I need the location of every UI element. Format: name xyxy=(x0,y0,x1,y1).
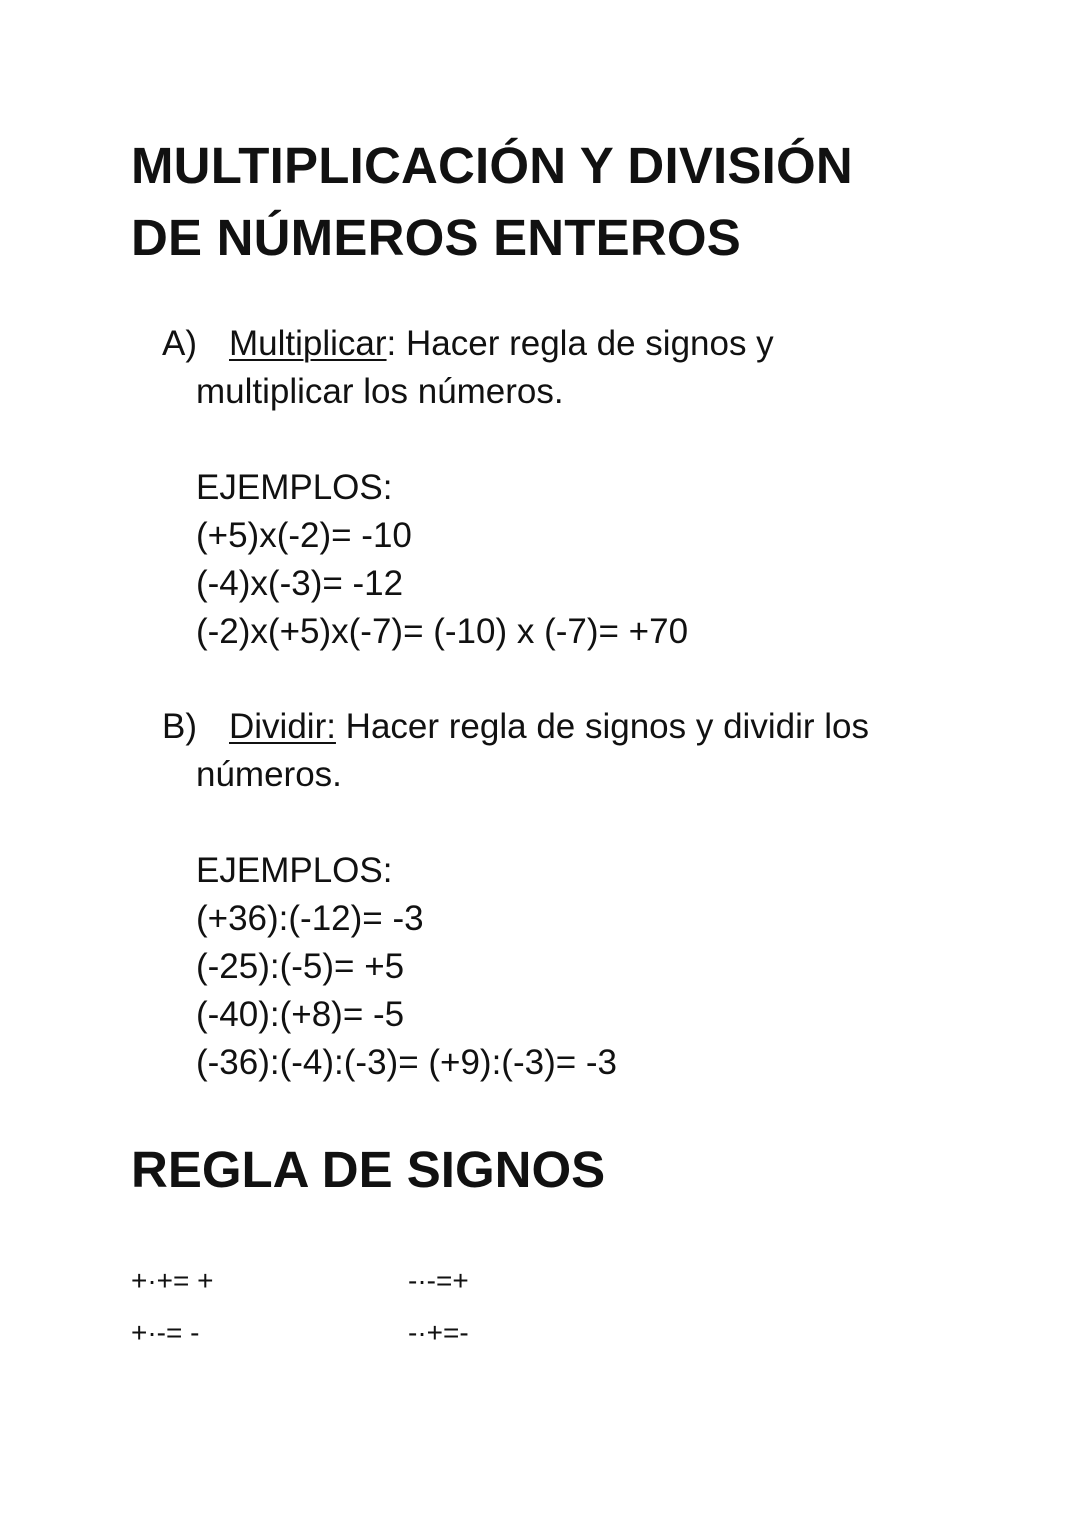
page-title-line-2: DE NÚMEROS ENTEROS xyxy=(131,209,741,266)
multiply-section xyxy=(162,320,774,416)
page-title xyxy=(131,130,853,274)
divide-description: Hacer regla de signos y dividir los xyxy=(335,707,869,746)
sign-rule: -·+=- xyxy=(408,1317,469,1348)
multiply-marker: A) xyxy=(162,324,197,363)
multiply-description: : Hacer regla de signos y xyxy=(386,324,774,363)
multiply-example: (+5)x(-2)= -10 xyxy=(196,516,412,555)
page-title-line-1: MULTIPLICACIÓN Y DIVISIÓN xyxy=(131,137,853,194)
divide-keyword: Dividir: xyxy=(229,707,336,746)
sign-rule: -·-=+ xyxy=(408,1265,469,1296)
divide-marker: B) xyxy=(162,707,197,746)
multiply-definition xyxy=(162,320,774,368)
divide-example: (+36):(-12)= -3 xyxy=(196,899,424,938)
divide-examples-header: EJEMPLOS: xyxy=(196,851,393,890)
multiply-examples xyxy=(196,464,688,656)
multiply-example: (-2)x(+5)x(-7)= (-10) x (-7)= +70 xyxy=(196,612,689,651)
multiply-examples-header: EJEMPLOS: xyxy=(196,468,393,507)
sign-rule: +·-= - xyxy=(131,1317,200,1348)
divide-description-cont: números. xyxy=(196,755,342,794)
divide-example: (-36):(-4):(-3)= (+9):(-3)= -3 xyxy=(196,1043,618,1082)
sign-rules-left-column xyxy=(131,1255,214,1359)
divide-definition xyxy=(162,703,869,751)
multiply-keyword: Multiplicar xyxy=(229,324,387,363)
multiply-example: (-4)x(-3)= -12 xyxy=(196,564,404,603)
sign-rules-heading: REGLA DE SIGNOS xyxy=(131,1141,606,1198)
divide-examples xyxy=(196,847,617,1087)
sign-rules-right-column xyxy=(408,1255,469,1359)
divide-example: (-25):(-5)= +5 xyxy=(196,947,405,986)
multiply-description-cont: multiplicar los números. xyxy=(196,372,564,411)
divide-section xyxy=(162,703,869,799)
divide-example: (-40):(+8)= -5 xyxy=(196,995,405,1034)
sign-rule: +·+= + xyxy=(131,1265,214,1296)
